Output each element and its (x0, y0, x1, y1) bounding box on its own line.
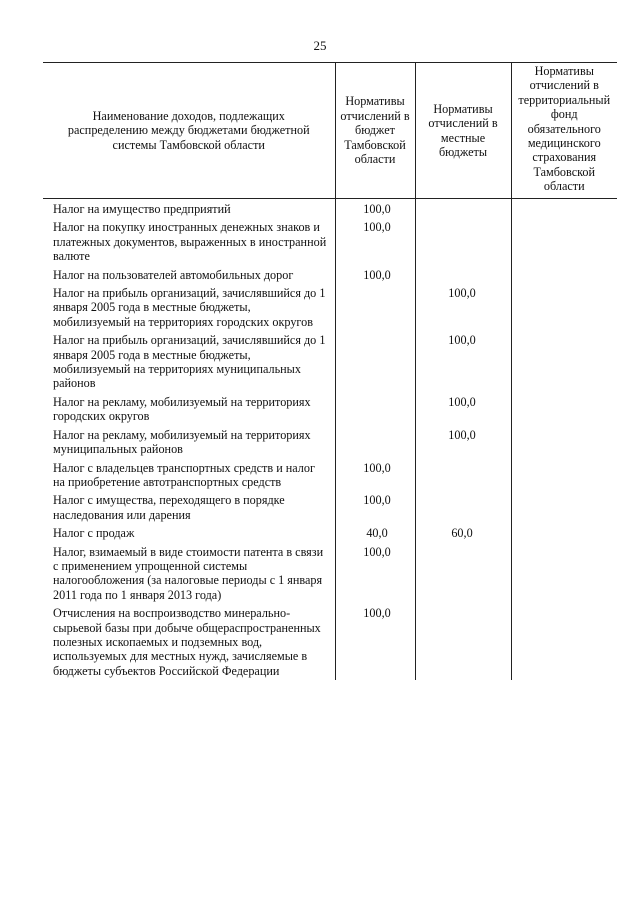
revenue-name-cell: Налог на прибыль организаций, зачислявшийся до 1 января 2005 года в местные бюджеты, мобилизуемый на территориях муниципальных районов (53, 333, 326, 391)
local-budget-value: 100,0 (415, 395, 511, 428)
page-number: 25 (313, 38, 327, 53)
table-row (43, 268, 617, 286)
revenue-name-cell: Налог с владельцев транспортных средств и налог на приобретение автотранспортных средств (53, 460, 315, 489)
table-row (43, 199, 617, 221)
revenue-name-cell: Налог на имущество предприятий (53, 202, 231, 216)
revenue-name-cell: Отчисления на воспроизводство минерально-сырьевой базы при добыче общераспространенных полезных ископаемых и подземных вод, используемых для местных нужд, зачисляемые в бюджеты субъектов Российской Федерации (53, 606, 321, 678)
revenue-name-cell: Налог, взимаемый в виде стоимости патента в связи с применением упрощенной системы налогообложения (за налоговые периоды с 1 января 2011 года по 1 января 2013 года) (53, 544, 324, 602)
table-header-row (43, 63, 617, 199)
fund-value (511, 333, 617, 395)
region-budget-value: 100,0 (335, 268, 415, 286)
local-budget-value (415, 493, 511, 526)
header-medical-insurance-fund: Нормативы отчислений в территориальный фонд обязательного медицинского страхования Тамбовской области (511, 63, 617, 199)
table-body (43, 199, 617, 681)
local-budget-value (415, 268, 511, 286)
revenue-name-cell: Налог на рекламу, мобилизуемый на территориях городских округов (53, 394, 311, 424)
revenue-distribution-table (43, 62, 617, 680)
fund-value (511, 428, 617, 461)
revenue-name-cell: Налог на покупку иностранных денежных знаков и платежных документов, выраженных в иностранной валюте (53, 220, 327, 264)
local-budget-value (415, 545, 511, 607)
table-row (43, 428, 617, 461)
local-budget-value (415, 606, 511, 680)
region-budget-value (335, 395, 415, 428)
local-budget-value: 100,0 (415, 428, 511, 461)
local-budget-value: 100,0 (415, 333, 511, 395)
local-budget-value (415, 461, 511, 494)
region-budget-value: 40,0 (335, 526, 415, 544)
local-budget-value (415, 220, 511, 267)
header-local-budgets: Нормативы отчислений в местные бюджеты (415, 63, 511, 199)
revenue-name-cell: Налог на пользователей автомобильных дорог (53, 267, 294, 282)
table-row (43, 461, 617, 494)
table-row (43, 526, 617, 544)
header-region-budget: Нормативы отчислений в бюджет Тамбовской области (335, 63, 415, 199)
local-budget-value: 100,0 (415, 286, 511, 333)
table-row (43, 545, 617, 607)
table-row (43, 333, 617, 395)
fund-value (511, 606, 617, 680)
region-budget-value: 100,0 (335, 220, 415, 267)
fund-value (511, 199, 617, 221)
fund-value (511, 268, 617, 286)
revenue-name-cell: Налог с продаж (53, 526, 135, 541)
fund-value (511, 220, 617, 267)
table-row (43, 606, 617, 680)
region-budget-value (335, 333, 415, 395)
local-budget-value: 60,0 (415, 526, 511, 544)
fund-value (511, 395, 617, 428)
table-row (43, 493, 617, 526)
region-budget-value (335, 428, 415, 461)
table-row (43, 220, 617, 267)
region-budget-value: 100,0 (335, 606, 415, 680)
region-budget-value (335, 286, 415, 333)
region-budget-value: 100,0 (335, 545, 415, 607)
fund-value (511, 493, 617, 526)
table-row (43, 286, 617, 333)
region-budget-value: 100,0 (335, 199, 415, 221)
region-budget-value: 100,0 (335, 493, 415, 526)
revenue-name-cell: Налог на прибыль организаций, зачислявшийся до 1 января 2005 года в местные бюджеты, мобилизуемый на территориях городских округов (53, 286, 326, 329)
fund-value (511, 545, 617, 607)
fund-value (511, 526, 617, 544)
local-budget-value (415, 199, 511, 221)
region-budget-value: 100,0 (335, 461, 415, 494)
fund-value (511, 461, 617, 494)
header-revenue-name: Наименование доходов, подлежащих распределению между бюджетами бюджетной системы Тамбовской области (43, 63, 335, 199)
revenue-name-cell: Налог с имущества, переходящего в порядке наследования или дарения (53, 493, 285, 522)
table-row (43, 395, 617, 428)
fund-value (511, 286, 617, 333)
revenue-name-cell: Налог на рекламу, мобилизуемый на территориях муниципальных районов (53, 427, 311, 457)
